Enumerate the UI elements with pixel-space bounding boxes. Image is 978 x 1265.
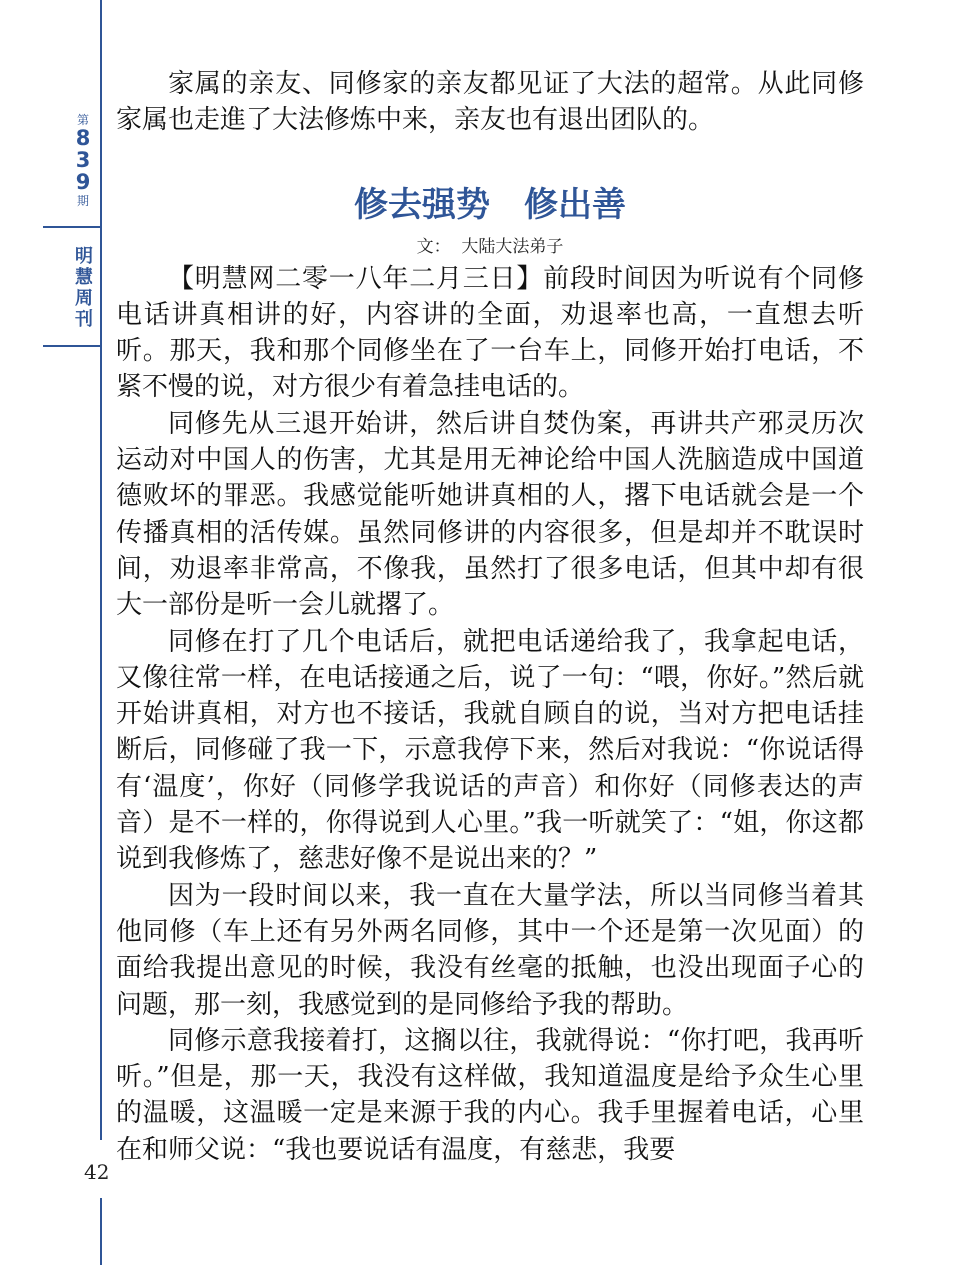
magazine-char: 慧 [75, 267, 93, 288]
article-byline: 文： 大陆大法弟子 [416, 236, 564, 257]
issue-number [68, 112, 98, 209]
paragraph: 【明慧网二零一八年二月三日】前段时间因为听说有个同修电话讲真相讲的好，内容讲的全面，劝退率也高，一直想去听听。那天，我和那个同修坐在了一台车上，同修开始打电话，不紧不慢的说，对方很少有着急挂电话的。 [116, 263, 864, 403]
magazine-char: 周 [75, 288, 93, 309]
lead-paragraph: 家属的亲友、同修家的亲友都见证了大法的超常。从此同修家属也走進了大法修炼中来，亲友也有退出团队的。 [116, 69, 864, 136]
paragraph: 因为一段时间以来，我一直在大量学法，所以当同修当着其他同修（车上还有另外两名同修，其中一个还是第一次见面）的面给我提出意见的时候，我没有丝毫的抵触，也没出现面子心的问题，那一刻，我感觉到的是同修给予我的帮助。 [116, 880, 864, 1020]
issue-digit: 8 [75, 126, 91, 150]
paragraph: 同修先从三退开始讲，然后讲自焚伪案，再讲共产邪灵历次运动对中国人的伤害，尤其是用无神论给中国人洗脑造成中国道德败坏的罪恶。我感觉能听她讲真相的人，撂下电话就会是一个传播真相的活传媒。虽然同修讲的内容很多，但是却并不耽误时间，劝退率非常高，不像我，虽然打了很多电话，但其中却有很大一部份是听一会儿就撂了。 [116, 408, 864, 621]
sidebar-divider-top [43, 226, 102, 228]
article-title: 修去强势 修出善 [354, 184, 626, 225]
sidebar-divider-bottom [43, 345, 102, 347]
article-body [116, 66, 864, 1168]
paragraph: 同修示意我接着打，这搁以往，我就得说：“你打吧，我再听听。”但是，那一天，我没有这样做，我知道温度是给予众生心里的温暖，这温暖一定是来源于我的内心。我手里握着电话，心里在和师父说：“我也要说话有温度，有慈悲，我要 [116, 1025, 864, 1165]
margin-rule-upper [100, 0, 102, 1140]
issue-suffix: 期 [76, 194, 89, 208]
issue-digit: 9 [75, 170, 91, 194]
magazine-char: 刊 [75, 309, 93, 330]
issue-prefix: 第 [76, 113, 89, 127]
margin-rule-lower [100, 1198, 102, 1265]
paragraph: 同修在打了几个电话后，就把电话递给我了，我拿起电话，又像往常一样，在电话接通之后，说了一句：“喂，你好。”然后就开始讲真相，对方也不接话，我就自顾自的说，当对方把电话挂断后，同修碰了我一下，示意我停下来，然后对我说：“你说话得有‘温度’，你好（同修学我说话的声音）和你好（同修表达的声音）是不一样的，你得说到人心里。”我一听就笑了：“姐，你这都说到我修炼了，慈悲好像不是说出来的？” [116, 626, 864, 875]
issue-digit: 3 [75, 148, 91, 172]
magazine-char: 明 [75, 246, 93, 267]
magazine-name [70, 246, 98, 330]
page-number: 42 [84, 1160, 110, 1184]
